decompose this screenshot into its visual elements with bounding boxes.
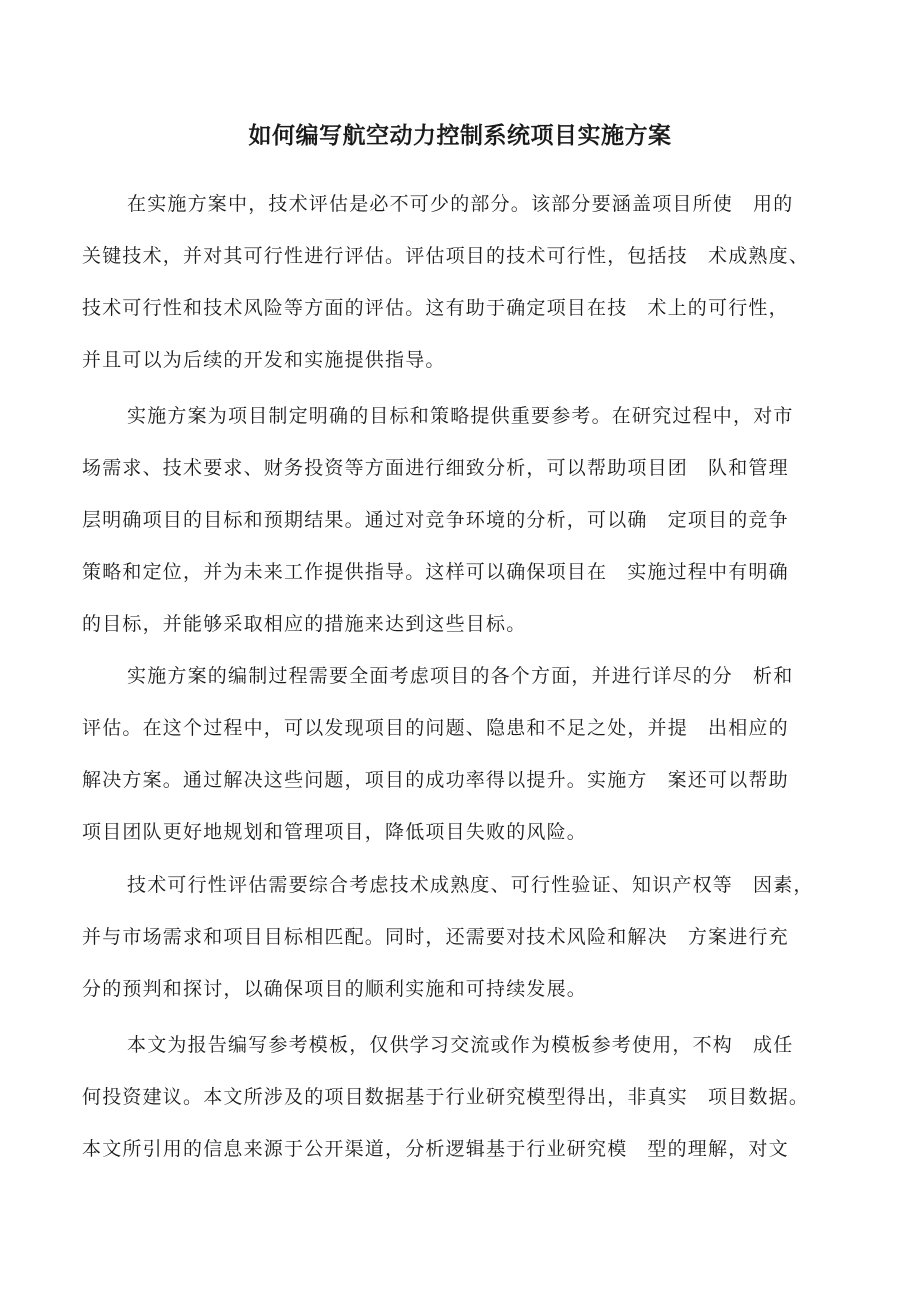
paragraph-line	[82, 922, 842, 952]
text-segment: 队和管理	[708, 457, 789, 479]
paragraph-line	[82, 974, 842, 1004]
text-segment: 定项目的竞争	[667, 509, 789, 531]
text-segment: 并且可以为后续的开发和实施提供指导。	[82, 349, 446, 371]
text-segment: 实施过程中有明确	[627, 561, 789, 583]
paragraph-line	[127, 401, 842, 431]
paragraph-line	[82, 1082, 842, 1112]
paragraph-line	[127, 870, 842, 900]
text-segment: 实施方案的编制过程需要全面考虑项目的各个方面，并进行详尽的分	[127, 665, 734, 687]
text-segment: 术上的可行性，	[647, 297, 789, 319]
text-segment: 术成熟度、	[708, 245, 810, 267]
text-segment: 并与市场需求和项目目标相匹配。同时，还需要对技术风险和解决	[82, 926, 668, 948]
paragraph-line	[82, 293, 842, 323]
text-segment: 技术可行性和技术风险等方面的评估。这有助于确定项目在技	[82, 297, 628, 319]
paragraph-line	[82, 453, 842, 483]
text-segment: 分的预判和探讨，以确保项目的顺利实施和可持续发展。	[82, 978, 588, 1000]
text-segment: 项目数据。	[708, 1086, 810, 1108]
text-segment: 层明确项目的目标和预期结果。通过对竞争环境的分析，可以确	[82, 509, 648, 531]
text-segment: 技术可行性评估需要综合考虑技术成熟度、可行性验证、知识产权等	[127, 874, 734, 896]
paragraph-line	[82, 609, 842, 639]
text-segment: 因素，	[753, 874, 814, 896]
text-segment: 型的理解，对文	[647, 1138, 789, 1160]
text-segment: 成任	[753, 1034, 794, 1056]
text-segment: 何投资建议。本文所涉及的项目数据基于行业研究模型得出，非真实	[82, 1086, 689, 1108]
paragraph-line	[82, 713, 842, 743]
paragraph-line	[127, 1030, 842, 1060]
paragraph-line	[82, 1134, 842, 1164]
text-segment: 策略和定位，并为未来工作提供指导。这样可以确保项目在	[82, 561, 608, 583]
paragraph-line	[82, 505, 842, 535]
text-segment: 实施方案为项目制定明确的目标和策略提供重要参考。在研究过程中，对市	[127, 405, 794, 427]
text-segment: 析和	[753, 665, 794, 687]
text-segment: 本文为报告编写参考模板，仅供学习交流或作为模板参考使用，不构	[127, 1034, 734, 1056]
text-segment: 评估。在这个过程中，可以发现项目的问题、隐患和不足之处，并提	[82, 717, 689, 739]
text-segment: 本文所引用的信息来源于公开渠道，分析逻辑基于行业研究模	[82, 1138, 628, 1160]
text-segment: 的目标，并能够采取相应的措施来达到这些目标。	[82, 613, 527, 635]
paragraph-line	[82, 345, 842, 375]
paragraph-line	[82, 241, 842, 271]
paragraph-line	[82, 817, 842, 847]
paragraph-line	[127, 189, 842, 219]
document-title: 如何编写航空动力控制系统项目实施方案	[248, 123, 672, 149]
paragraph-line	[82, 765, 842, 795]
text-segment: 在实施方案中，技术评估是必不可少的部分。该部分要涵盖项目所使	[127, 193, 734, 215]
paragraph-line	[127, 661, 842, 691]
paragraph-line	[82, 557, 842, 587]
text-segment: 项目团队更好地规划和管理项目，降低项目失败的风险。	[82, 821, 588, 843]
text-segment: 用的	[753, 193, 794, 215]
text-segment: 出相应的	[708, 717, 789, 739]
text-segment: 场需求、技术要求、财务投资等方面进行细致分析，可以帮助项目团	[82, 457, 689, 479]
text-segment: 解决方案。通过解决这些问题，项目的成功率得以提升。实施方	[82, 769, 648, 791]
text-segment: 关键技术，并对其可行性进行评估。评估项目的技术可行性，包括技	[82, 245, 689, 267]
text-segment: 案还可以帮助	[667, 769, 789, 791]
text-segment: 方案进行充	[687, 926, 789, 948]
